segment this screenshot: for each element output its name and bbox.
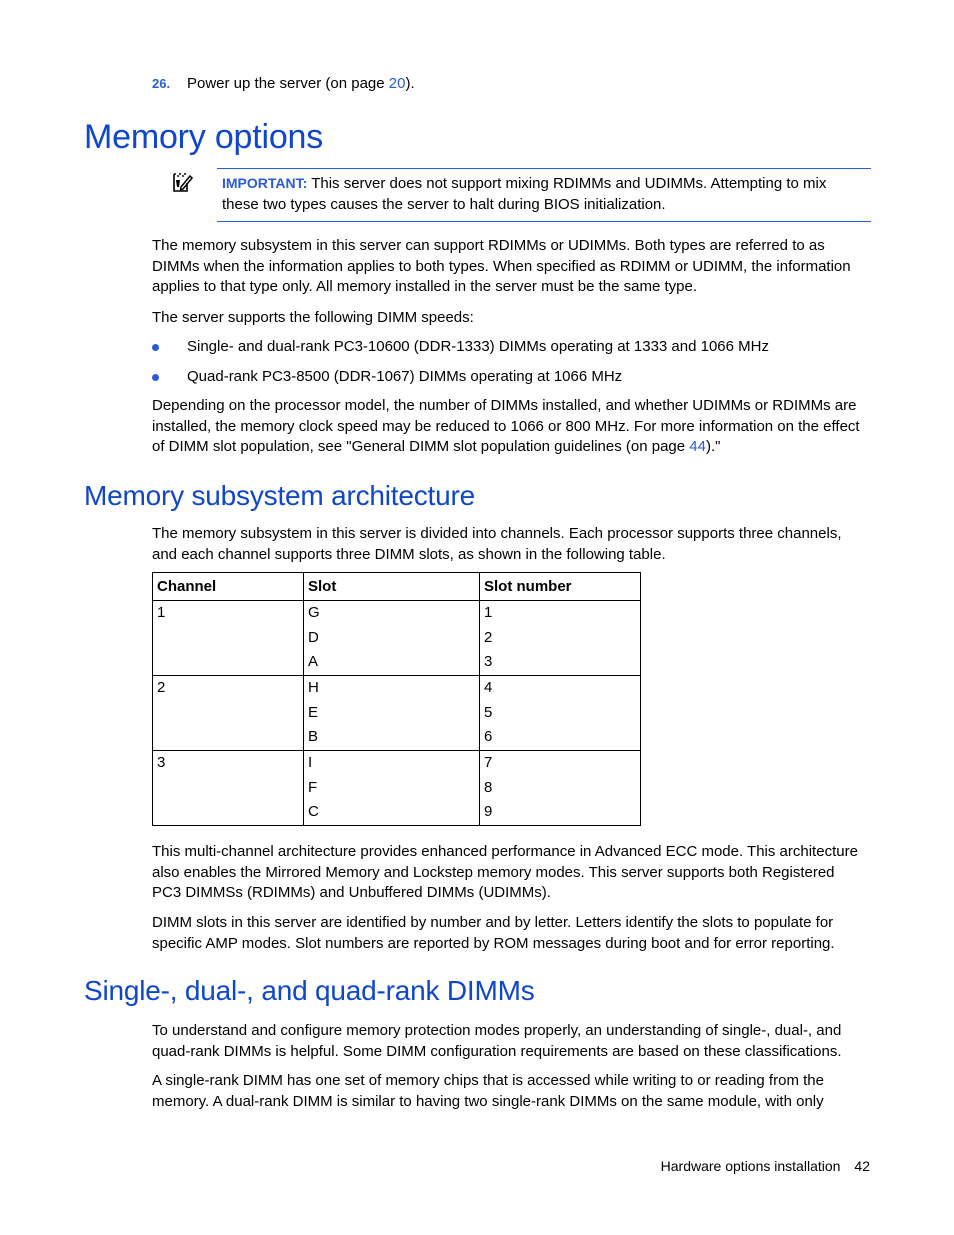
cell-value: 1 bbox=[484, 604, 493, 621]
cell-value: 9 bbox=[484, 803, 493, 820]
cell-value: 7 bbox=[484, 754, 493, 771]
important-callout bbox=[217, 168, 871, 222]
paragraph-single-rank: A single-rank DIMM has one set of memory chips that is accessed while writing to or reading from the memory. A dual-rank DIMM is similar to having two single-rank DIMMs on the same module, with only bbox=[152, 1072, 824, 1110]
cell-value: 3 bbox=[157, 754, 166, 771]
paragraph-rank-intro: To understand and configure memory protection modes properly, an understanding of single-, dual-, and quad-rank DIMMs is helpful. Some DIMM configuration requirements are based on these classifications. bbox=[152, 1022, 842, 1060]
table-cell-slots bbox=[304, 601, 480, 676]
paragraph-clock-speed bbox=[152, 396, 867, 458]
dimm-slot-table bbox=[152, 572, 641, 826]
heading-rank-dimms: Single-, dual-, and quad-rank DIMMs bbox=[84, 975, 535, 1006]
table-header-slot: Slot bbox=[304, 573, 480, 601]
step-number: 26. bbox=[152, 76, 171, 91]
table-cell-channel bbox=[153, 676, 304, 751]
cell-value: D bbox=[308, 628, 319, 646]
page-link-20[interactable]: 20 bbox=[388, 75, 406, 92]
bullet-icon bbox=[152, 344, 159, 351]
table-cell-numbers bbox=[480, 676, 641, 751]
footer-page-number: 42 bbox=[854, 1158, 870, 1174]
cell-value: 8 bbox=[484, 778, 493, 796]
table-cell-slots bbox=[304, 751, 480, 826]
table-header-slot-number: Slot number bbox=[480, 573, 641, 601]
paragraph-dimm-speeds: The server supports the following DIMM speeds: bbox=[152, 309, 474, 326]
paragraph-memory-subsystem: The memory subsystem in this server can support RDIMMs or UDIMMs. Both types are referred to as DIMMs when the information applies to both types. When specified as RDIMM or UDIMM, the information applies to that type only. All memory installed in the server must be the same type. bbox=[152, 237, 851, 295]
table-cell-numbers bbox=[480, 751, 641, 826]
table-row bbox=[153, 676, 641, 751]
heading-memory-subsystem-architecture: Memory subsystem architecture bbox=[84, 480, 475, 511]
cell-value: 2 bbox=[484, 628, 493, 646]
table-row bbox=[153, 751, 641, 826]
important-label: IMPORTANT: bbox=[222, 175, 308, 191]
cell-value: I bbox=[308, 754, 313, 771]
cell-value: H bbox=[308, 679, 319, 696]
cell-value: B bbox=[308, 728, 319, 745]
cell-value: 5 bbox=[484, 703, 493, 721]
cell-value: 3 bbox=[484, 653, 493, 670]
footer-chapter: Hardware options installation bbox=[660, 1158, 841, 1174]
page-link-44[interactable]: 44 bbox=[689, 438, 706, 455]
cell-value: E bbox=[308, 703, 319, 721]
paragraph-multi-channel: This multi-channel architecture provides enhanced performance in Advanced ECC mode. This architecture also enables the Mirrored Memory and Lockstep memory modes. This server supports both Registered PC3 DIMMSs (RDIMMs) and Unbuffered DIMMs (UDIMMs). bbox=[152, 843, 858, 901]
table-cell-numbers bbox=[480, 601, 641, 676]
cell-value: 2 bbox=[157, 679, 166, 696]
cell-value: C bbox=[308, 803, 319, 820]
page-footer bbox=[661, 1158, 870, 1174]
important-text bbox=[222, 173, 862, 215]
important-body: This server does not support mixing RDIMMs and UDIMMs. Attempting to mix these two types causes the server to halt during BIOS initialization. bbox=[222, 175, 827, 213]
cell-value: A bbox=[308, 653, 319, 670]
cell-value: G bbox=[308, 604, 320, 621]
paragraph-channels-intro: The memory subsystem in this server is divided into channels. Each processor supports three channels, and each channel supports three DIMM slots, as shown in the following table. bbox=[152, 525, 842, 563]
important-note-icon bbox=[170, 170, 194, 194]
bullet-icon bbox=[152, 374, 159, 381]
step-text-before: Power up the server (on page bbox=[187, 75, 389, 92]
cell-value: 6 bbox=[484, 728, 493, 745]
heading-memory-options: Memory options bbox=[84, 118, 324, 156]
cell-value: F bbox=[308, 778, 318, 796]
step-text-after: ). bbox=[405, 75, 415, 92]
step-text bbox=[187, 75, 415, 92]
cell-value: 1 bbox=[157, 604, 166, 621]
paragraph-slot-identification: DIMM slots in this server are identified by number and by letter. Letters identify the slots to populate for specific AMP modes. Slot numbers are reported by ROM messages during boot and for error reporting. bbox=[152, 914, 835, 952]
table-header-row bbox=[153, 573, 641, 601]
table-header-channel: Channel bbox=[153, 573, 304, 601]
table-row bbox=[153, 601, 641, 676]
cell-value: 4 bbox=[484, 679, 493, 696]
table-cell-channel bbox=[153, 601, 304, 676]
para3-tail: )." bbox=[705, 438, 721, 455]
bullet-item-2: Quad-rank PC3-8500 (DDR-1067) DIMMs operating at 1066 MHz bbox=[187, 368, 623, 385]
para3-text: Depending on the processor model, the number of DIMMs installed, and whether UDIMMs or RDIMMs are installed, the memory clock speed may be reduced to 1066 or 800 MHz. For more information on the effect of DIMM slot population, see "General DIMM slot population guidelines (on page bbox=[152, 397, 860, 455]
table-cell-slots bbox=[304, 676, 480, 751]
bullet-item-1: Single- and dual-rank PC3-10600 (DDR-1333) DIMMs operating at 1333 and 1066 MHz bbox=[187, 338, 769, 355]
table-cell-channel bbox=[153, 751, 304, 826]
